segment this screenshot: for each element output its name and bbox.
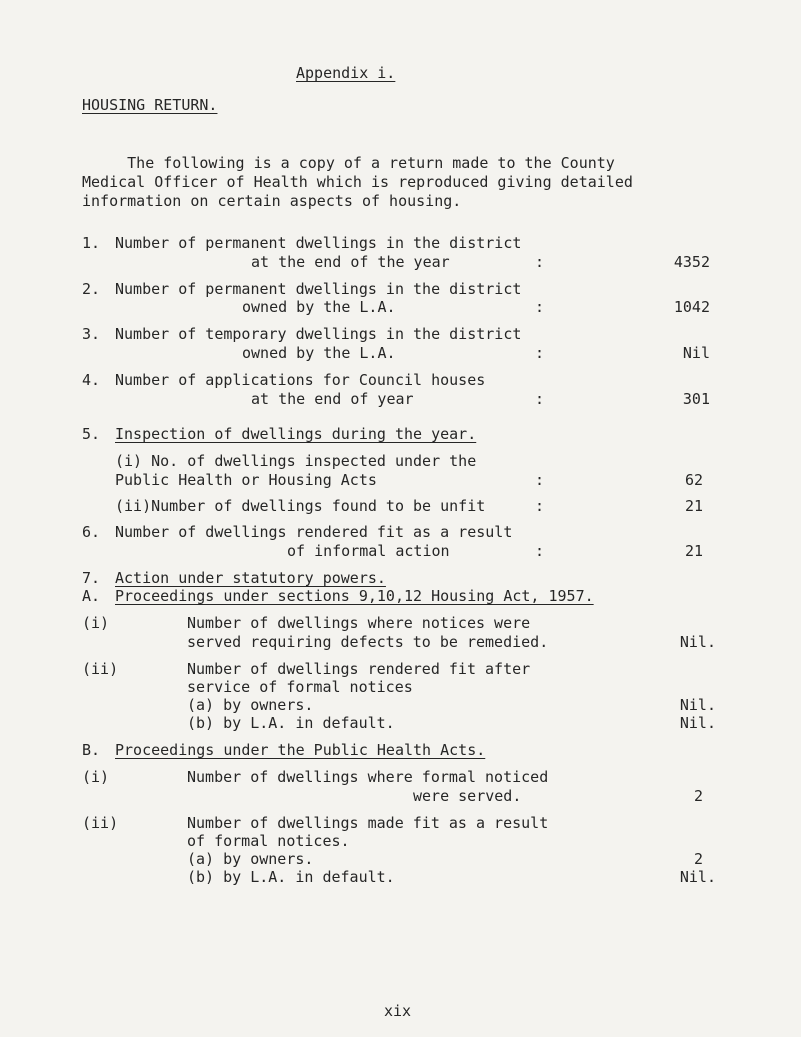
section-label: A. <box>82 587 101 605</box>
sub-label: (ii) <box>82 660 119 678</box>
item-value: 1042 <box>673 298 710 316</box>
item-number: 5. <box>82 425 101 443</box>
intro-line: information on certain aspects of housing. <box>82 192 462 210</box>
sub-label: (i) <box>82 614 110 632</box>
item-text: of informal action <box>287 542 450 560</box>
section-label: B. <box>82 741 101 759</box>
item-value: 21 <box>684 542 703 560</box>
item-text: Number of dwellings where formal noticed <box>187 768 549 786</box>
item-number: 2. <box>82 280 101 298</box>
item-value: 4352 <box>673 253 710 271</box>
item-text: (ii)Number of dwellings found to be unfit <box>115 497 486 515</box>
item-text: Number of permanent dwellings in the district <box>115 234 522 252</box>
item-text: were served. <box>413 787 522 805</box>
item-value: Nil. <box>679 714 716 732</box>
colon: : <box>535 344 545 362</box>
item-text: (b) by L.A. in default. <box>187 868 395 886</box>
item-text: at the end of year <box>251 390 414 408</box>
item-value: 2 <box>693 850 703 868</box>
item-value: 2 <box>693 787 703 805</box>
item-number: 3. <box>82 325 101 343</box>
item-text: Number of dwellings rendered fit after <box>187 660 531 678</box>
colon: : <box>535 542 545 560</box>
item-text: Number of permanent dwellings in the district <box>115 280 522 298</box>
sub-label: (ii) <box>82 814 119 832</box>
item-value: 62 <box>684 471 703 489</box>
appendix-title: Appendix i. <box>296 64 396 82</box>
item-text: Number of dwellings rendered fit as a result <box>115 523 513 541</box>
section-heading: Proceedings under sections 9,10,12 Housing Act, 1957. <box>115 587 594 605</box>
item-value: Nil. <box>679 633 716 651</box>
colon: : <box>535 390 545 408</box>
item-text: (b) by L.A. in default. <box>187 714 395 732</box>
item-text: (i) No. of dwellings inspected under the <box>115 452 477 470</box>
item-number: 4. <box>82 371 101 389</box>
colon: : <box>535 298 545 316</box>
item-heading: Action under statutory powers. <box>115 569 386 587</box>
item-value: 301 <box>682 390 710 408</box>
item-value: Nil. <box>679 868 716 886</box>
intro-line: Medical Officer of Health which is reproduced giving detailed <box>82 173 633 191</box>
page-number: xix <box>384 1002 412 1020</box>
colon: : <box>535 471 545 489</box>
item-text: at the end of the year <box>251 253 450 271</box>
sub-label: (i) <box>82 768 110 786</box>
item-number: 1. <box>82 234 101 252</box>
item-text: Number of dwellings where notices were <box>187 614 531 632</box>
item-value: Nil <box>682 344 710 362</box>
item-text: Number of dwellings made fit as a result <box>187 814 549 832</box>
colon: : <box>535 497 545 515</box>
item-text: (a) by owners. <box>187 696 314 714</box>
item-text: Number of applications for Council houses <box>115 371 486 389</box>
item-heading: Inspection of dwellings during the year. <box>115 425 477 443</box>
item-text: served requiring defects to be remedied. <box>187 633 549 651</box>
item-value: Nil. <box>679 696 716 714</box>
item-text: owned by the L.A. <box>242 344 396 362</box>
section-heading: Proceedings under the Public Health Acts. <box>115 741 486 759</box>
item-text: (a) by owners. <box>187 850 314 868</box>
item-value: 21 <box>684 497 703 515</box>
item-text: service of formal notices <box>187 678 413 696</box>
item-number: 7. <box>82 569 101 587</box>
item-text: Number of temporary dwellings in the district <box>115 325 522 343</box>
item-number: 6. <box>82 523 101 541</box>
colon: : <box>535 253 545 271</box>
item-text: owned by the L.A. <box>242 298 396 316</box>
intro-line: The following is a copy of a return made to the County <box>82 154 615 172</box>
section-title: HOUSING RETURN. <box>82 96 218 114</box>
item-text: of formal notices. <box>187 832 350 850</box>
item-text: Public Health or Housing Acts <box>115 471 377 489</box>
